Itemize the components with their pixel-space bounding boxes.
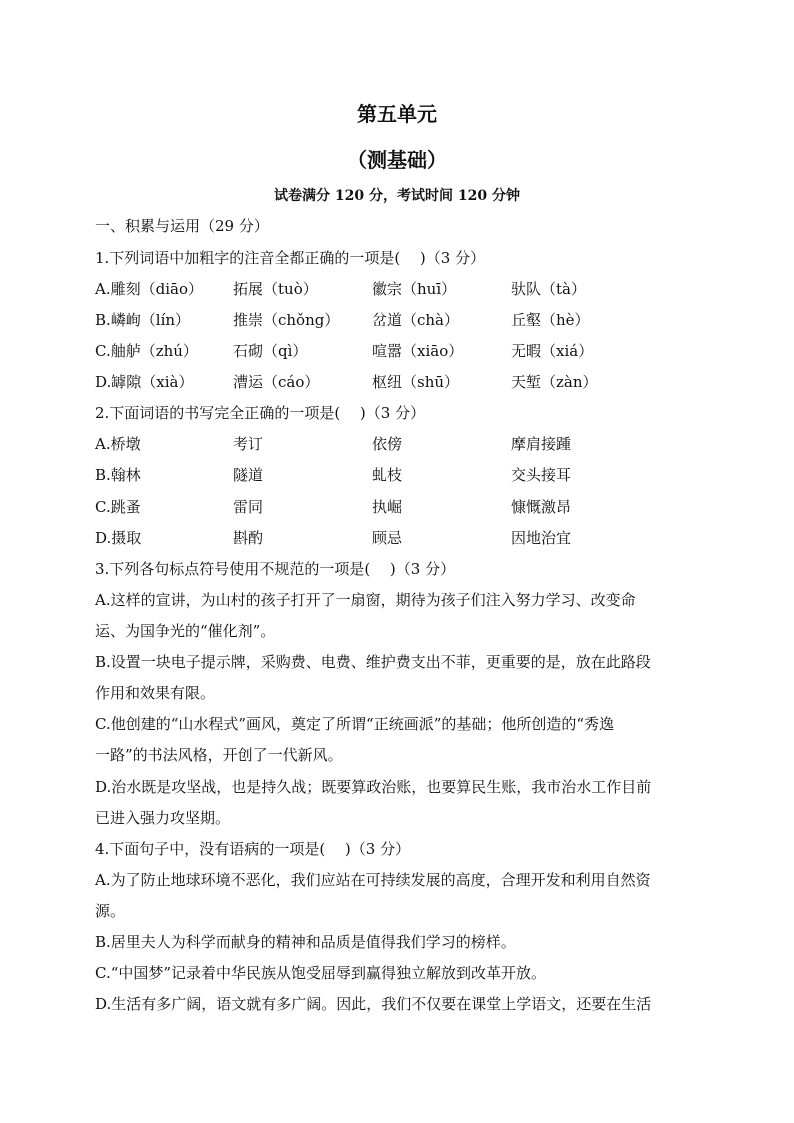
- exam-info: 试卷满分 120 分，考试时间 120 分钟: [274, 188, 520, 204]
- question-3-line: 一路”的书法风格，开创了一代新风。: [95, 746, 343, 764]
- option-word: 无暇（xiá）: [511, 342, 594, 360]
- question-2-stem: 2.下面词语的书写完全正确的一项是( )（3 分）: [95, 404, 426, 422]
- option-word: 枢纽（shū）: [372, 373, 460, 391]
- option-word: 考订: [233, 435, 264, 453]
- option-word: 执崛: [372, 498, 403, 516]
- option-word: B.嶙峋（lín）: [95, 311, 191, 329]
- question-4-line: A.为了防止地球环境不恶化，我们应站在可持续发展的高度，合理开发和利用自然资: [95, 871, 651, 889]
- question-4-line: 源。: [95, 902, 126, 920]
- option-word: D.罅隙（xià）: [95, 373, 194, 391]
- option-word: C.舳舻（zhú）: [95, 342, 198, 360]
- option-word: 推崇（chǒng）: [233, 311, 340, 329]
- option-word: 岔道（chà）: [372, 311, 460, 329]
- option-word: 因地治宜: [511, 529, 572, 547]
- option-word: A.桥墩: [95, 435, 141, 453]
- option-word: B.翰林: [95, 466, 141, 484]
- option-word: 丘壑（hè）: [511, 311, 590, 329]
- option-word: 隧道: [233, 466, 264, 484]
- option-word: 天堑（zàn）: [511, 373, 598, 391]
- question-3-stem: 3.下列各句标点符号使用不规范的一项是( )（3 分）: [95, 560, 456, 578]
- question-3-line: A.这样的宣讲，为山村的孩子打开了一扇窗，期待为孩子们注入努力学习、改变命: [95, 591, 636, 609]
- page-subtitle: （测基础）: [347, 148, 447, 172]
- section-heading: 一、积累与运用（29 分）: [95, 217, 269, 235]
- option-word: C.跳蚤: [95, 498, 141, 516]
- question-3-line: 作用和效果有限。: [95, 684, 216, 702]
- question-3-line: C.他创建的“山水程式”画风，奠定了所谓“正统画派”的基础；他所创造的“秀逸: [95, 715, 615, 733]
- option-word: 斟酌: [233, 529, 264, 547]
- option-word: 虬枝: [372, 466, 403, 484]
- option-word: 徽宗（huī）: [372, 280, 457, 298]
- option-word: 拓展（tuò）: [233, 280, 318, 298]
- question-3-line: B.设置一块电子提示牌，采购费、电费、维护费支出不菲，更重要的是，放在此路段: [95, 653, 651, 671]
- option-word: 漕运（cáo）: [233, 373, 320, 391]
- question-4-line: B.居里夫人为科学而献身的精神和品质是值得我们学习的榜样。: [95, 933, 516, 951]
- option-word: 交头接耳: [511, 466, 572, 484]
- option-word: 驮队（tà）: [511, 280, 586, 298]
- option-word: 石砌（qì）: [233, 342, 308, 360]
- question-4-line: C.“中国梦”记录着中华民族从饱受屈辱到赢得独立解放到改革开放。: [95, 964, 547, 982]
- option-word: 雷同: [233, 498, 264, 516]
- question-3-line: D.治水既是攻坚战，也是持久战；既要算政治账，也要算民生账，我市治水工作目前: [95, 778, 652, 796]
- question-1-stem: 1.下列词语中加粗字的注音全都正确的一项是( )（3 分）: [95, 249, 486, 267]
- option-word: D.摄取: [95, 529, 142, 547]
- option-word: 顾忌: [372, 529, 403, 547]
- question-3-line: 运、为国争光的“催化剂”。: [95, 622, 276, 640]
- option-word: 摩肩接踵: [511, 435, 572, 453]
- option-word: 慷慨激昂: [511, 498, 572, 516]
- option-word: A.雕刻（diāo）: [95, 280, 203, 298]
- unit-title: 第五单元: [357, 102, 437, 126]
- option-word: 喧嚣（xiāo）: [372, 342, 464, 360]
- question-4-stem: 4.下面句子中，没有语病的一项是( )（3 分）: [95, 840, 411, 858]
- question-4-line: D.生活有多广阔，语文就有多广阔。因此，我们不仅要在课堂上学语文，还要在生活: [95, 995, 652, 1013]
- option-word: 依傍: [372, 435, 403, 453]
- question-3-line: 已进入强力攻坚期。: [95, 809, 231, 827]
